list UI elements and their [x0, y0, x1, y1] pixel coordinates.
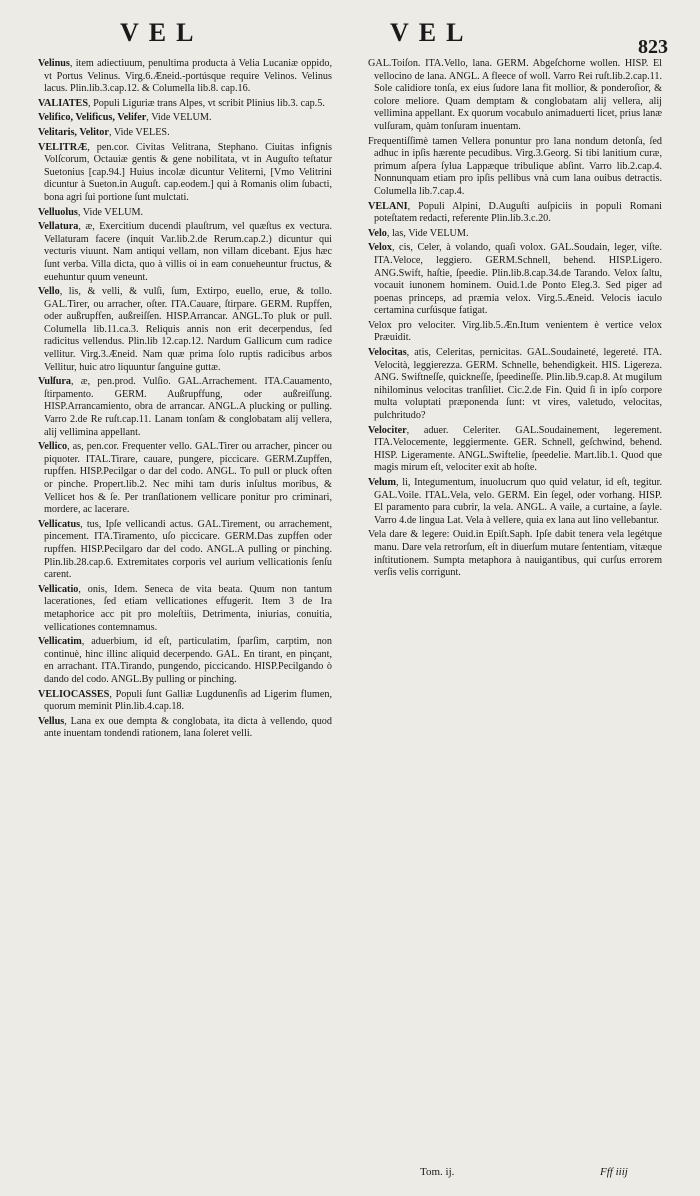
- entry-headword: Velox: [368, 242, 392, 254]
- entry-text: , aduerbium, id eſt, particulatim, ſparſim, carptim, non continuè, hinc illinc aliquid decerpendo. GAL. En tirant, en pinçant, en arrachant. ITA.Tirando, pungendo, piccicando. HISP.Pecilgando ò dando del codo. ANGL.By pulling or pinching.: [44, 636, 332, 685]
- dictionary-entry: [368, 477, 662, 527]
- dictionary-entry: [38, 689, 332, 714]
- entry-text: , lis, & velli, & vulſi, ſum, Extirpo, euello, erue, & tollo. GAL.Tirer, ou arracher, oſter. ITA.Cauare, ſtirpare. GERM. Rupffen, oder außrupffen, außreiſſen. HISP.Arrancar. ANGL.To pluk or pull. Columella lib.11.ca.3. Reliquis annis non erit decerpendus, ſed radicitus vellendus. Plin.lib 12.cap.12. Nardum Gallicum cum radice vellitur. Virg.3.Æneid. Nam quæ prima ſolo ruptis radicibus arbos Vellitur, huic atro liquuntur ſanguine guttæ.: [44, 286, 332, 373]
- dictionary-entry: [38, 584, 332, 634]
- dictionary-entry: [38, 636, 332, 686]
- entry-text: , Populi Liguriæ trans Alpes, vt scribit Plinius lib.3. cap.5.: [88, 97, 325, 109]
- entry-headword: Velocitas: [368, 347, 407, 359]
- dictionary-entry: [38, 127, 332, 140]
- entry-text: , Populi Alpini, D.Auguſti auſpiciis in populi Romani poteſtatem redacti, referente Plin.lib.3.c.20.: [374, 200, 662, 225]
- entry-text: , æ, Exercitium ducendi plauſtrum, vel quæſtus ex vectura. Vellaturam facere (inquit Var.lib.2.de Rerum.cap.2.) dicuntur qui vecturis viuunt. Nam antiqui vellam, non villam dicebant. Ejus hæc ſunt verba. Villa dicta, quo à villis oi in eam conueheuntur fructus, & euehuntur quum veneunt.: [44, 221, 332, 283]
- dictionary-entry: [38, 376, 332, 439]
- entry-headword: Vellicatio: [38, 583, 79, 595]
- entry-text: , Vide VELUM.: [77, 206, 144, 218]
- entry-headword: Vellicatim: [38, 636, 82, 648]
- entry-headword: VALIATES: [38, 97, 89, 109]
- entry-headword: Vellatura: [38, 221, 79, 233]
- dictionary-entry: [368, 228, 662, 241]
- entry-headword: Velinus: [38, 58, 70, 69]
- entry-text: , Vide VELUM.: [146, 112, 212, 124]
- entry-headword: VELIOCASSES: [38, 688, 110, 700]
- entry-text: , item adiectiuum, penultima producta à Velia Lucaniæ oppido, vt Portus Velinus. Virg.6.Æneid.-portúsque require Velinos. Velinus lacus. Plin.lib.3.cap.12. & Columella lib.8. cap.16.: [44, 58, 332, 95]
- entry-text: , as, pen.cor. Frequenter vello. GAL.Tirer ou arracher, pincer ou piquoter. ITAL.Tirare, cauare, pungere, piccicare. GERM.Zupffen, rupffen. HISP.Pecilgar o dar del codo. ANGL. To pull or pluck often or pinche. Propert.lib.2. Nec mihi tam duris inſultus moribus, & Vellicet hos & ſe. Per tranſlationem vellicare ponitur pro criminari, mordere, ac lacerare.: [44, 441, 332, 516]
- dictionary-entry: [38, 207, 332, 220]
- volume-signature: Tom. ij.: [420, 1166, 455, 1178]
- dictionary-entry: [38, 441, 332, 517]
- entry-text: , atis, Celeritas, pernicitas. GAL.Soudaineté, legereté. ITA. Velocità, leggierezza. GERM. Schnelle, behendigkeit. HIS. Ligereza. ANG. Swiftneſſe, quickneſſe, ſpeedineſſe. Plin.lib.9.cap.8. At mugilum nihilominus velocitas tranſiliet. Cic.2.de Fin. Quid ſi in ipſo corpore multa voluptati præponenda ſunt: vt vires, valetudo, velocitas, pulchritudo?: [374, 347, 662, 422]
- dictionary-entry: [368, 425, 662, 475]
- entry-headword: Velluolus: [38, 206, 78, 218]
- entry-text: , onis, Idem. Seneca de vita beata. Quum non tantum lacerationes, ſed etiam vellicationes effugerit. Item 3 de Ira metaphorice acc pit pro moleſtiis, Detrimenta, iniurias, conuitia, vellicationes contemnamus.: [44, 583, 332, 633]
- entry-headword: Velitaris, Velitor: [38, 126, 109, 138]
- page-number: 823: [638, 36, 668, 58]
- running-head-left: VEL: [120, 18, 204, 47]
- entry-text: , æ, pen.prod. Vulſio. GAL.Arrachement. ITA.Cauamento, ſtirpamento. GERM. Außrupffung, oder außreiſſung. HISP.Arrancamiento, obra de arrancar. ANGL.A plucking or pulling. Varro 2.de Re ruſt.cap.11. Lanam tonſam & conglobatam alij vellera, alij vellimina appellant.: [44, 376, 332, 438]
- dictionary-entry: [38, 142, 332, 205]
- dictionary-entry: [38, 221, 332, 284]
- entry-text: , Lana ex oue dempta & conglobata, ita dicta à vellendo, quod ante inuentam tondendi rationem, lana ſoleret velli.: [44, 715, 332, 740]
- entry-text: Vela dare & legere: Ouid.in Epiſt.Saph. Ipſe dabit tenera vela legétque manu. Dare vela retrorſum, eſt in diuerſum mutare ſententiam, vitæque inſtitutionem. Sumpta metaphora à nauigantibus, qui curſus errorem verſis velis corrigunt.: [368, 529, 662, 579]
- dictionary-entry: [368, 201, 662, 226]
- dictionary-entry: [368, 529, 662, 579]
- entry-headword: Velifico, Velificus, Velifer: [38, 112, 147, 124]
- entry-text: GAL.Toiſon. ITA.Vello, lana. GERM. Abgeſchorne wollen. HISP. El vellocino de lana. ANGL. A fleece of woll. Varro Rei ruſt.lib.2.cap.11. Sole calidiore tonſa, ex eius ſudore lana fit mollior, & ponderoſior, & colore meliore. Quam demptam & conglobatam alij vellera, alij vellimina appellant. Ex quorum vocabulo animaduerti licet, prius lanæ vulſuram, quàm tonſuram inuentam.: [368, 58, 662, 132]
- entry-text: , cis, Celer, à volando, quaſi volox. GAL.Soudain, leger, viſte. ITA.Veloce, leggiero. GERM.Schnell, behend. HISP.Ligero. ANG.Swift, haſtie, ſpeedie. Plin.lib.8.cap.34.de Tarando. Velox ſaltu, vocauit iunonem hominem. Ouid.1.de Ponto Eleg.3. Sed piger ad poenas princeps, ad præmia velox. Virg.5.Æneid. Velocis iaculo certamina curſúsque fatigat.: [374, 242, 662, 317]
- entry-headword: Velo: [368, 227, 387, 239]
- entry-text: , Populi ſunt Galliæ Lugdunenſis ad Ligerim flumen, quorum meminit Plin.lib.4.cap.18.: [44, 688, 332, 713]
- entry-headword: Vellus: [38, 715, 65, 727]
- entry-headword: Vellicatus: [38, 518, 81, 530]
- catchword: Fff iiij: [600, 1166, 628, 1178]
- entry-text: Frequentiſſimè tamen Vellera ponuntur pro lana nondum detonſa, ſed adhuc in ipſis hærente pecudibus. Virg.3.Georg. Si tibi lanitium curæ, primum aſpera ſylua Lappæque tribulique abſint. Varro lib.2.cap.4. Nonnunquam etiam pro ipſis pellibus vnà cum lana ouibus detractis. Columella lib.7.cap.4.: [368, 135, 662, 197]
- entry-headword: VELITRÆ: [38, 141, 88, 153]
- entry-headword: Vello: [38, 286, 60, 298]
- entry-headword: Vellico: [38, 441, 68, 453]
- entry-headword: VELANI: [368, 200, 408, 212]
- entry-text: Velox pro velociter. Virg.lib.5.Æn.Itum venientem è vertice velox Præuidit.: [368, 319, 662, 344]
- dictionary-entry: [368, 347, 662, 423]
- entry-text: , tus, Ipſe vellicandi actus. GAL.Tirement, ou arrachement, pincement. ITA.Tiramento, uſo piccicare. GERM.Das zupffen oder rupffen. HISP.Pecilgaro dar del codo. ANGL.A pulling or pinching. Plin.lib.28.cap.6. Extremitates corporis vel aurium vellicationis ſenſu carent.: [44, 518, 332, 581]
- entry-text: , aduer. Celeriter. GAL.Soudainement, legerement. ITA.Velocemente, leggiermente. GER. Schnell, geſchwind, behend. HISP. Ligeramente. ANGL.Swiftelie, ſpeedelie. Mart.lib.1. Quod que magis mirum eſt, velociter exit ab hoſte.: [374, 424, 662, 474]
- dictionary-entry: [38, 286, 332, 374]
- dictionary-entry: [38, 98, 332, 111]
- dictionary-entry: [38, 112, 332, 125]
- right-column: [368, 58, 662, 1148]
- entry-headword: Velum: [368, 477, 396, 488]
- running-head-right: VEL: [390, 18, 474, 47]
- dictionary-entry: [38, 58, 332, 96]
- entry-headword: Velociter: [368, 424, 407, 436]
- dictionary-entry: [38, 716, 332, 741]
- entry-text: , las, Vide VELUM.: [386, 227, 469, 239]
- entry-text: , li, Integumentum, inuolucrum quo quid velatur, id eſt, tegitur. GAL.Voile. ITAL.Vela, velo. GERM. Ein ſegel, oder vorhang. HISP. El paramento para cubrir, la vela. ANGL. A vaile, a curtaine, a ſayle. Varro 4.de lingua Lat. Vela à vellere, quia ex lana aut lino vellebantur.: [374, 477, 662, 526]
- entry-text: , Vide VELES.: [108, 126, 170, 138]
- dictionary-entry: [368, 136, 662, 199]
- dictionary-entry: [368, 320, 662, 345]
- entry-headword: Vulſura: [38, 376, 72, 388]
- entry-text: , pen.cor. Civitas Velitrana, Stephano. Ciuitas infignis Volſcorum, Octauiæ gentis & gene nobilitata, vt in Auguſto teſtatur Suetonius [cap.94.] Huius incolæ dicuntur Veliterni, [Vmo Velitrini dicuntur à Sueton.in Auguſt. cap.eodem.] qui à Romanis olim ſubacti, bona agri ſui portione ſunt mulctati.: [44, 141, 332, 203]
- dictionary-entry: [368, 58, 662, 134]
- dictionary-entry: [38, 519, 332, 582]
- dictionary-entry: [368, 242, 662, 318]
- left-column: [38, 58, 332, 1148]
